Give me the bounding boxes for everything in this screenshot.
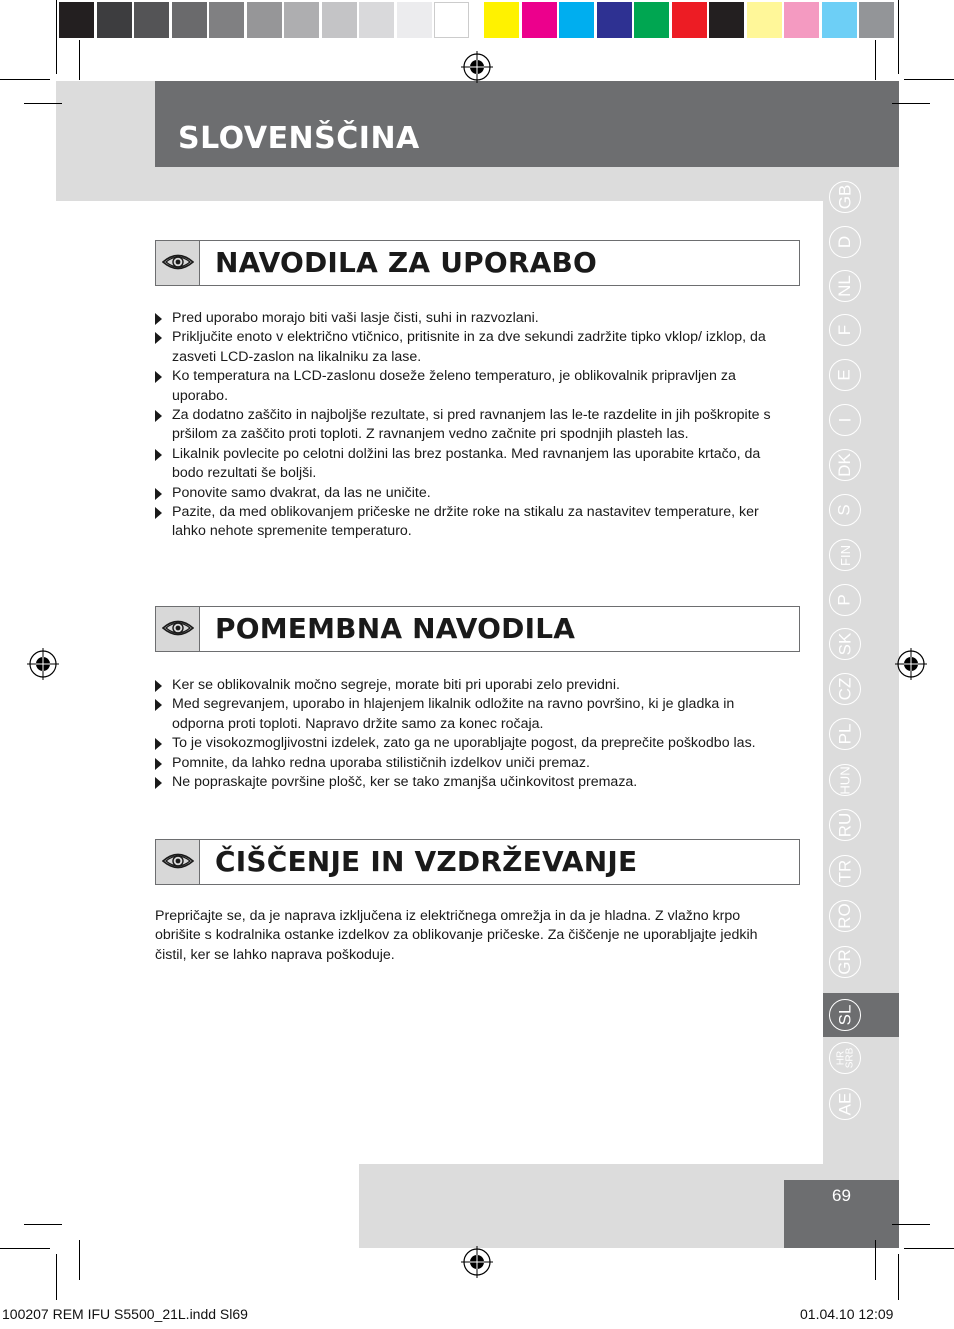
language-tab-p[interactable]: P [829, 584, 861, 616]
language-tab-nl[interactable]: NL [829, 270, 861, 302]
cleaning-paragraph: Prepričajte se, da je naprava izključena iz električnega omrežja in da je hladna. Z vlažno krpo obrišite s kodralnika ostanke izdelkov za oblikovanje pričeske. Za čiščenje ne uporabljajte jedkih čistil, ker se lahko naprava poškoduje. [155, 908, 758, 963]
bullet-arrow-icon [155, 371, 162, 383]
registration-mark-icon [27, 648, 59, 680]
color-swatch [597, 2, 632, 38]
crop-mark [875, 40, 876, 80]
list-item: Likalnik povlecite po celotni dolžini las brez postanka. Med ravnanjem las uporabite krtačo, da bodo rezultati še boljši. [155, 445, 780, 484]
eye-icon-box [156, 241, 200, 285]
page-number: 69 [832, 1186, 851, 1205]
usage-instructions-list [155, 309, 780, 542]
crop-mark [79, 1240, 80, 1280]
language-tab-sl[interactable]: SL [829, 999, 861, 1031]
list-item: Ko temperatura na LCD-zaslonu doseže želeno temperaturo, je oblikovalnik pripravljen za uporabo. [155, 367, 780, 406]
crop-mark [892, 103, 930, 104]
gray-swatch [59, 2, 94, 38]
gray-swatch [397, 2, 432, 38]
footer-date: 01.04.10 12:09 [800, 1306, 894, 1322]
eye-icon-box [156, 840, 200, 884]
registration-mark-icon [461, 51, 493, 83]
language-tab-gr[interactable]: GR [829, 946, 861, 978]
bullet-arrow-icon [155, 449, 162, 461]
color-swatch [747, 2, 782, 38]
section-heading: ČIŠČENJE IN VZDRŽEVANJE [215, 845, 638, 878]
color-swatch [484, 2, 519, 38]
color-swatch [634, 2, 669, 38]
eye-icon-box [156, 607, 200, 651]
crop-mark [875, 1240, 876, 1280]
list-item: Pomnite, da lahko redna uporaba stilističnih izdelkov uniči premaz. [155, 754, 780, 773]
gray-swatch [209, 2, 244, 38]
eye-icon [162, 251, 194, 273]
color-swatch [784, 2, 819, 38]
eye-icon [162, 850, 194, 872]
eye-icon [162, 617, 194, 639]
bullet-arrow-icon [155, 488, 162, 500]
color-swatch [672, 2, 707, 38]
crop-mark [0, 79, 50, 80]
list-item: Ker se oblikovalnik močno segreje, morate biti pri uporabi zelo previdni. [155, 676, 780, 695]
gray-swatch [97, 2, 132, 38]
color-swatch [522, 2, 557, 38]
crop-mark [24, 1224, 62, 1225]
crop-mark [56, 0, 57, 74]
color-swatch [559, 2, 594, 38]
crop-mark [898, 1254, 899, 1300]
color-swatch [859, 2, 894, 38]
bullet-arrow-icon [155, 777, 162, 789]
crop-mark [892, 1224, 930, 1225]
gray-swatch [434, 2, 469, 38]
language-tab-tr[interactable]: TR [829, 855, 861, 887]
list-item: Pazite, da med oblikovanjem pričeske ne držite roke na stikalu za nastavitev temperature, ker lahko nehote spremenite temperaturo. [155, 503, 780, 542]
language-tab-gb[interactable]: GB [829, 181, 861, 213]
language-tab-pl[interactable]: PL [829, 718, 861, 750]
list-item: To je visokozmogljivostni izdelek, zato ga ne uporabljajte pogost, da preprečite poškodbo las. [155, 734, 780, 753]
gray-swatch [359, 2, 394, 38]
language-tab-e[interactable]: E [829, 359, 861, 391]
list-item: Priključite enoto v električno vtičnico, pritisnite in za dve sekundi zadržite tipko vklop/ izklop, da zasveti LCD-zaslon na likalniku za lase. [155, 328, 780, 367]
bullet-arrow-icon [155, 507, 162, 519]
crop-mark [904, 79, 954, 80]
list-item: Ne popraskajte površine plošč, ker se tako zmanjša učinkovitost premaza. [155, 773, 780, 792]
language-tab-sk[interactable]: SK [829, 628, 861, 660]
language-tab-ru[interactable]: RU [829, 809, 861, 841]
language-tab-s[interactable]: S [829, 494, 861, 526]
bullet-arrow-icon [155, 313, 162, 325]
crop-mark [56, 1254, 57, 1300]
color-swatch [709, 2, 744, 38]
bullet-arrow-icon [155, 699, 162, 711]
list-item: Med segrevanjem, uporabo in hlajenjem likalnik odložite na ravno površino, ki je gladka in odporna proti toploti. Napravo držite samo za konec ročaja. [155, 695, 780, 734]
crop-mark [24, 103, 62, 104]
language-tab-ro[interactable]: RO [829, 900, 861, 932]
section-header-usage [155, 240, 800, 286]
language-tab-i[interactable]: I [829, 404, 861, 436]
bullet-arrow-icon [155, 680, 162, 692]
crop-mark [0, 1248, 50, 1249]
language-tab-dk[interactable]: DK [829, 449, 861, 481]
bullet-arrow-icon [155, 410, 162, 422]
color-swatch [822, 2, 857, 38]
language-tab-fin[interactable]: FIN [829, 539, 861, 571]
gray-swatch [322, 2, 357, 38]
bullet-arrow-icon [155, 738, 162, 750]
bullet-arrow-icon [155, 332, 162, 344]
section-header-important [155, 606, 800, 652]
gray-swatch [172, 2, 207, 38]
list-item: Ponovite samo dvakrat, da las ne uničite. [155, 484, 780, 503]
page-title: SLOVENŠČINA [178, 121, 420, 156]
list-item: Pred uporabo morajo biti vaši lasje čisti, suhi in razvozlani. [155, 309, 780, 328]
crop-mark [898, 0, 899, 74]
crop-mark [79, 40, 80, 80]
gray-swatch [284, 2, 319, 38]
language-tab-f[interactable]: F [829, 314, 861, 346]
list-item: Za dodatno zaščito in najboljše rezultate, si pred ravnanjem las le-te razdelite in jih poškropite s pršilom za zaščito proti toploti. Z ravnanjem vedno začnite pri spodnjih plasteh las. [155, 406, 780, 445]
important-instructions-list [155, 676, 780, 792]
language-tab-hr-srb[interactable]: HR SRB [829, 1042, 861, 1074]
section-heading: NAVODILA ZA UPORABO [215, 246, 598, 279]
crop-mark [904, 1248, 954, 1249]
section-header-cleaning [155, 839, 800, 885]
gray-swatch [247, 2, 282, 38]
registration-mark-icon [895, 648, 927, 680]
language-tab-cz[interactable]: CZ [829, 673, 861, 705]
language-tab-hun[interactable]: HUN [829, 764, 861, 796]
bullet-arrow-icon [155, 758, 162, 770]
language-tab-ae[interactable]: AE [829, 1088, 861, 1120]
footer-file-info: 100207 REM IFU S5500_21L.indd Sl69 [2, 1306, 248, 1322]
section-heading: POMEMBNA NAVODILA [215, 612, 576, 645]
gray-swatch [134, 2, 169, 38]
language-tab-d[interactable]: D [829, 226, 861, 258]
registration-mark-icon [461, 1246, 493, 1278]
